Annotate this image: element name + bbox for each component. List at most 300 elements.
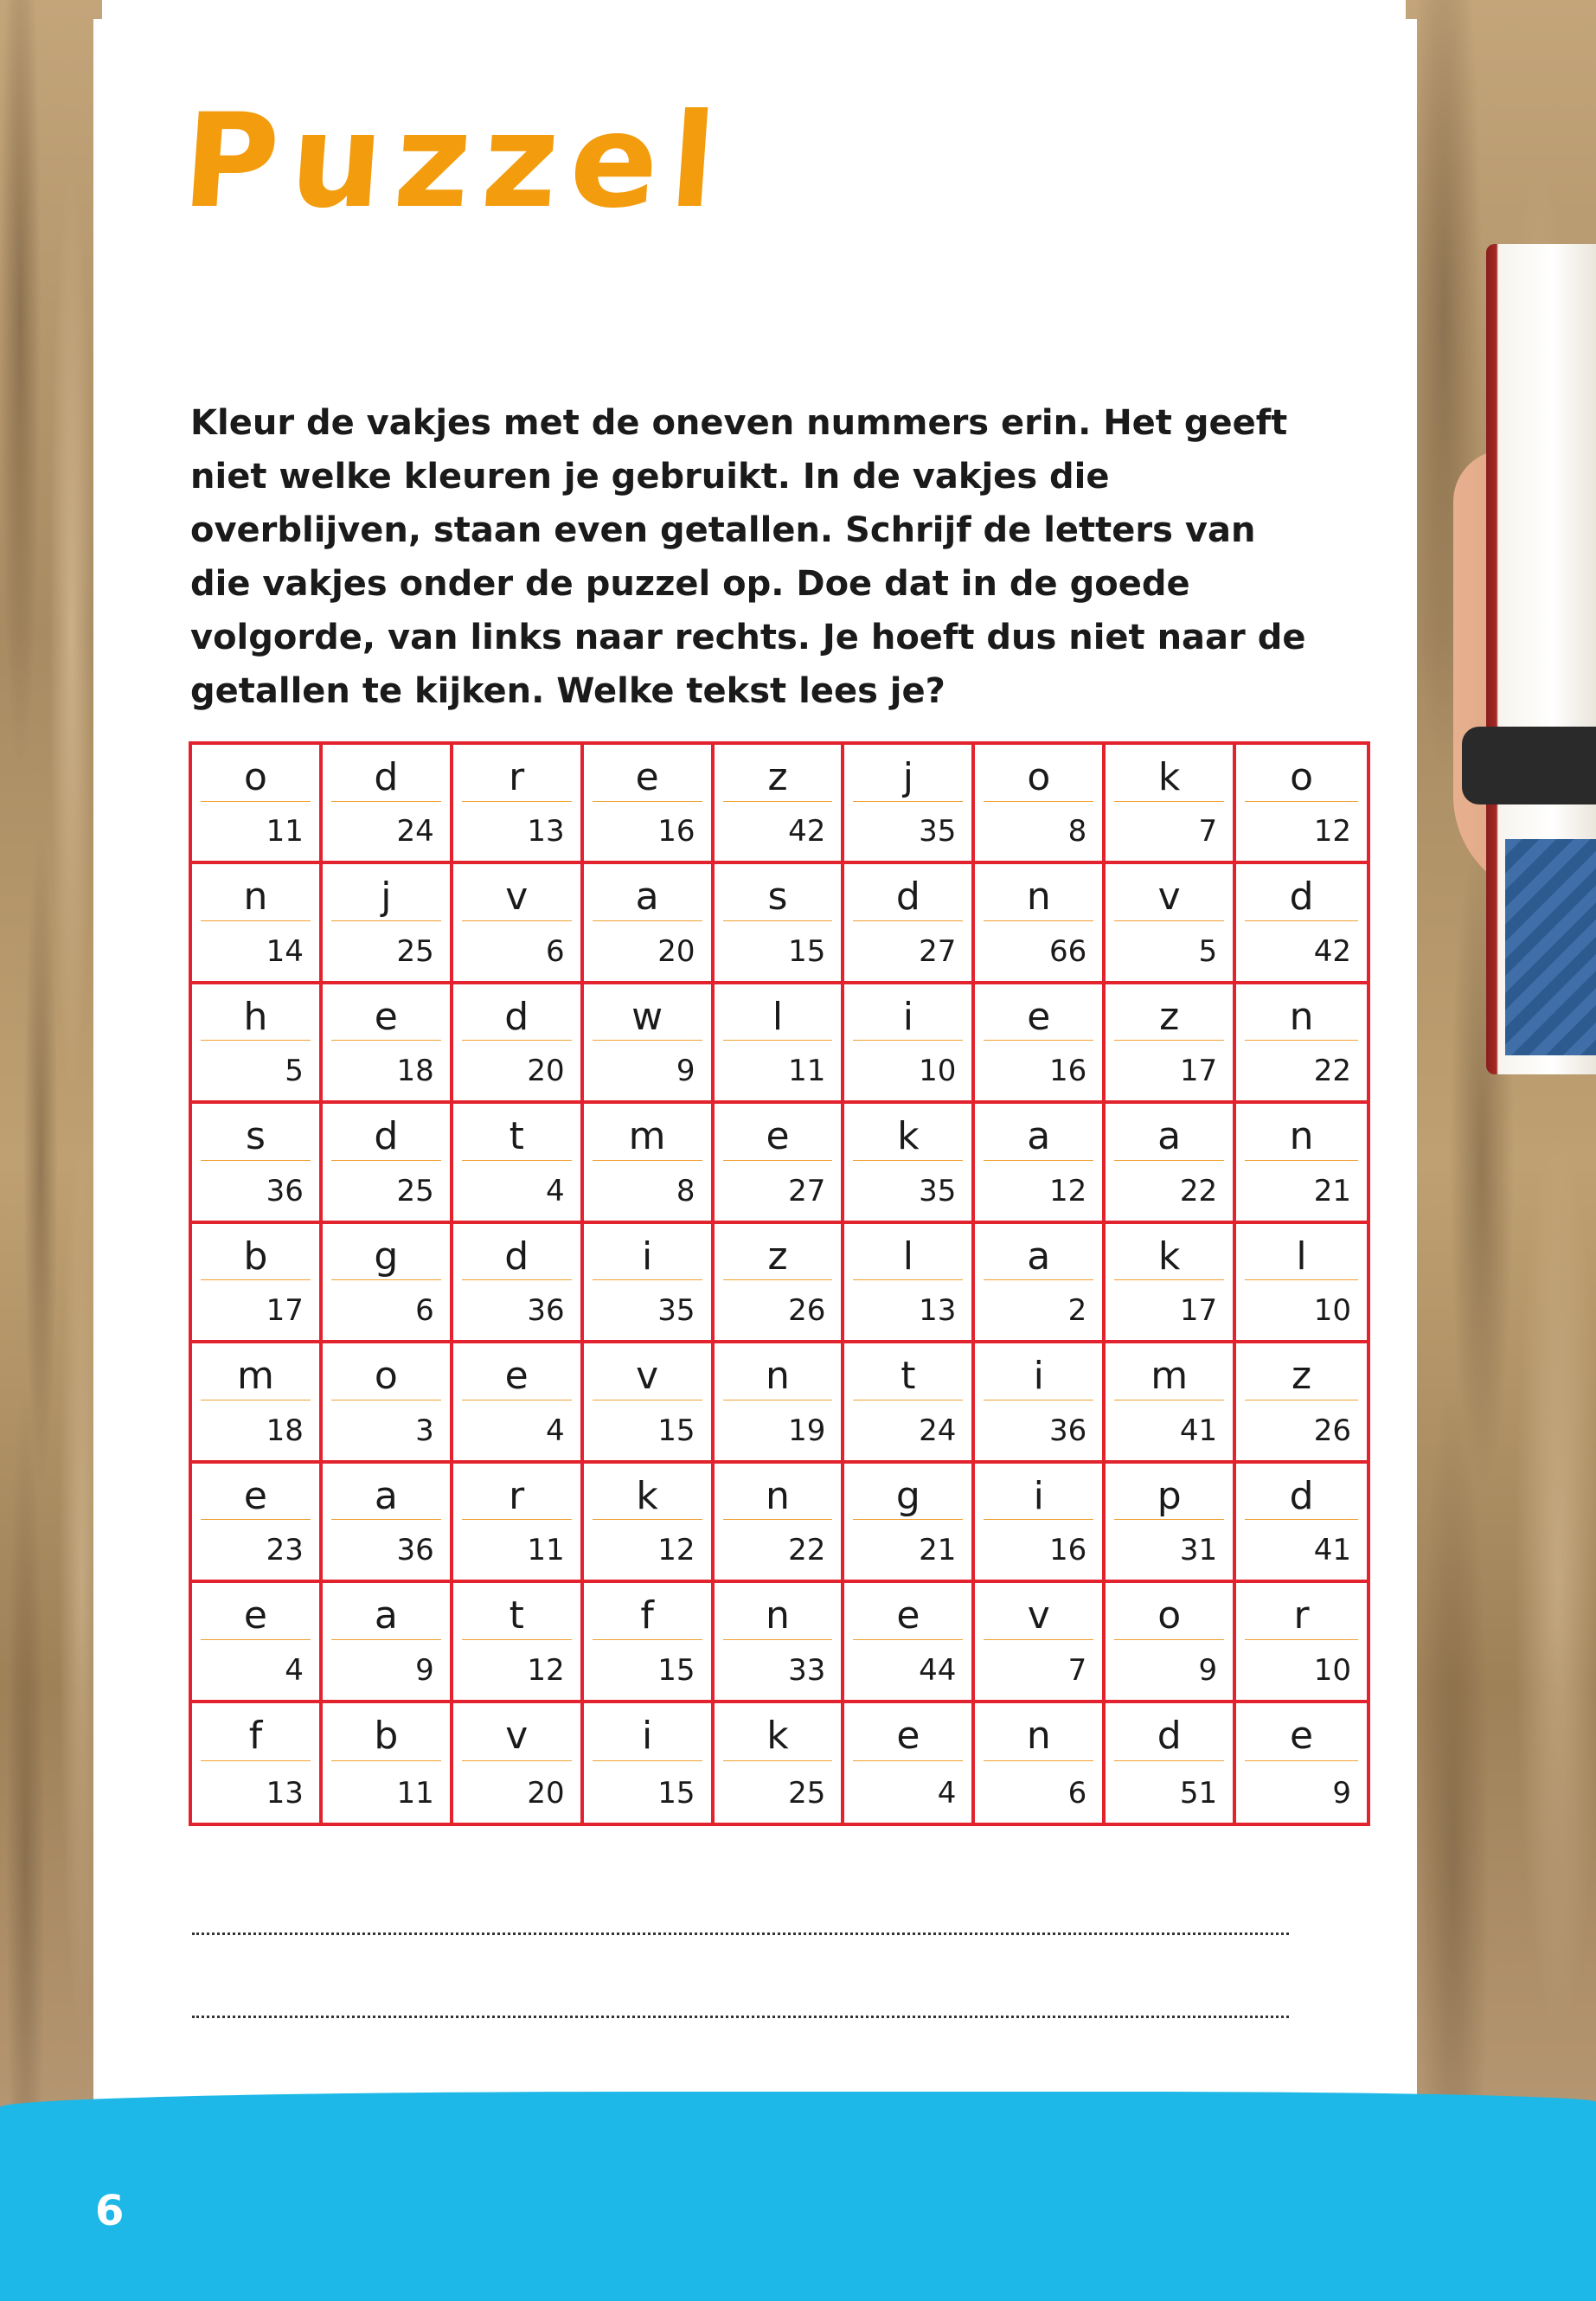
answer-line-1[interactable] (192, 1932, 1289, 1935)
cell-letter: a (1027, 1234, 1051, 1279)
puzzle-cell[interactable] (323, 864, 453, 984)
cell-letter: k (1157, 755, 1181, 799)
cell-letter: n (766, 1593, 790, 1638)
cell-letter: v (636, 1354, 659, 1399)
cell-number: 12 (1313, 814, 1351, 849)
puzzle-cell[interactable] (715, 1703, 845, 1823)
cell-number: 41 (1313, 1533, 1351, 1568)
cell-letter: v (505, 1713, 529, 1758)
cell-divider (984, 1760, 1093, 1761)
cell-number: 7 (1198, 814, 1218, 849)
puzzle-cell[interactable] (323, 745, 453, 864)
cell-divider (331, 1519, 441, 1520)
cell-letter: z (1291, 1354, 1312, 1399)
cell-divider (462, 1760, 572, 1761)
puzzle-cell[interactable] (975, 1703, 1106, 1823)
cell-divider (201, 1160, 311, 1161)
cell-number: 24 (396, 814, 434, 849)
puzzle-cell[interactable] (453, 984, 584, 1104)
cell-divider (1114, 801, 1224, 802)
cell-number: 21 (919, 1533, 957, 1568)
puzzle-cell[interactable] (323, 1583, 453, 1702)
cell-number: 42 (1313, 933, 1351, 969)
cell-letter: v (1027, 1593, 1050, 1638)
cell-number: 18 (396, 1054, 434, 1089)
cell-number: 6 (415, 1293, 434, 1329)
cell-number: 3 (415, 1413, 434, 1448)
cell-divider (1114, 920, 1224, 921)
cell-letter: e (896, 1593, 920, 1638)
cell-number: 13 (266, 1775, 304, 1811)
puzzle-cell[interactable] (844, 984, 975, 1104)
cell-number: 36 (527, 1293, 565, 1329)
puzzle-cell[interactable] (844, 1464, 975, 1583)
puzzle-cell[interactable] (1106, 745, 1236, 864)
cell-letter: k (897, 1114, 920, 1159)
puzzle-cell[interactable] (1236, 984, 1367, 1104)
cell-letter: z (767, 755, 788, 799)
puzzle-cell[interactable] (1236, 1104, 1367, 1223)
cell-number: 35 (919, 1173, 957, 1208)
puzzle-cell[interactable] (975, 984, 1106, 1104)
cell-number: 7 (1067, 1652, 1087, 1688)
cell-letter: a (635, 875, 659, 920)
cell-letter: j (902, 755, 913, 799)
cell-number: 15 (657, 1775, 695, 1811)
puzzle-cell[interactable] (584, 1343, 715, 1463)
cell-divider (201, 1639, 311, 1640)
cell-number: 11 (266, 814, 304, 849)
cell-divider (723, 1519, 833, 1520)
cell-number: 9 (1332, 1775, 1351, 1811)
puzzle-cell[interactable] (323, 1464, 453, 1583)
cell-divider (201, 1760, 311, 1761)
cell-letter: f (248, 1713, 263, 1758)
puzzle-cell[interactable] (715, 745, 845, 864)
puzzle-cell[interactable] (192, 1104, 323, 1223)
cell-number: 4 (285, 1652, 304, 1688)
cell-letter: e (896, 1713, 920, 1758)
cell-divider (462, 1040, 572, 1041)
cell-divider (984, 801, 1093, 802)
cell-letter: w (631, 994, 663, 1039)
cell-letter: e (374, 994, 398, 1039)
cell-number: 5 (1198, 933, 1218, 969)
cell-letter: g (895, 1473, 920, 1518)
puzzle-cell[interactable] (975, 1464, 1106, 1583)
cell-letter: o (1157, 1593, 1182, 1638)
cell-number: 8 (676, 1173, 695, 1208)
cell-letter: k (636, 1473, 658, 1518)
cell-letter: i (1033, 1473, 1044, 1518)
cell-divider (201, 1519, 311, 1520)
cell-divider (593, 1760, 702, 1761)
puzzle-cell[interactable] (1106, 984, 1236, 1104)
cell-number: 12 (1048, 1173, 1087, 1208)
stone-wall-left (0, 0, 102, 2111)
cell-letter: l (902, 1234, 913, 1279)
cell-letter: d (504, 1234, 529, 1279)
puzzle-cell[interactable] (584, 1464, 715, 1583)
cell-divider (201, 801, 311, 802)
cell-divider (984, 1519, 1093, 1520)
cell-letter: e (243, 1593, 267, 1638)
cell-divider (462, 1519, 572, 1520)
puzzle-cell[interactable] (453, 864, 584, 984)
cell-divider (984, 1279, 1093, 1280)
cell-letter: h (243, 994, 268, 1039)
puzzle-cell[interactable] (192, 1224, 323, 1343)
cell-letter: i (1033, 1354, 1044, 1399)
footer-band (0, 2092, 1596, 2301)
cell-divider (593, 920, 702, 921)
cell-letter: e (504, 1354, 529, 1399)
cell-divider (331, 1160, 441, 1161)
cell-number: 27 (788, 1173, 826, 1208)
cell-divider (984, 920, 1093, 921)
cell-letter: j (381, 875, 392, 920)
puzzle-cell[interactable] (1236, 864, 1367, 984)
cell-letter: a (374, 1593, 398, 1638)
puzzle-cell[interactable] (453, 1703, 584, 1823)
puzzle-cell[interactable] (323, 984, 453, 1104)
cell-letter: s (767, 875, 788, 920)
cell-divider (462, 1279, 572, 1280)
cell-divider (1114, 1160, 1224, 1161)
puzzle-cell[interactable] (453, 1104, 584, 1223)
puzzle-cell[interactable] (844, 745, 975, 864)
cell-letter: d (374, 755, 399, 799)
puzzle-cell[interactable] (192, 1703, 323, 1823)
cell-number: 4 (937, 1775, 957, 1811)
puzzle-cell[interactable] (192, 745, 323, 864)
puzzle-cell[interactable] (975, 1104, 1106, 1223)
cell-number: 6 (1067, 1775, 1087, 1811)
puzzle-cell[interactable] (584, 1104, 715, 1223)
puzzle-cell[interactable] (1106, 1703, 1236, 1823)
cell-number: 17 (266, 1293, 304, 1329)
cell-letter: i (641, 1713, 653, 1758)
puzzle-cell[interactable] (584, 984, 715, 1104)
cell-divider (331, 801, 441, 802)
cell-divider (853, 920, 963, 921)
cell-letter: b (374, 1713, 399, 1758)
cell-number: 22 (1179, 1173, 1218, 1208)
puzzle-cell[interactable] (715, 1224, 845, 1343)
puzzle-cell[interactable] (1236, 745, 1367, 864)
puzzle-cell[interactable] (1106, 1343, 1236, 1463)
cell-letter: r (1293, 1593, 1310, 1638)
cell-letter: e (1290, 1713, 1314, 1758)
puzzle-cell[interactable] (844, 1104, 975, 1223)
cell-letter: z (767, 1234, 788, 1279)
puzzle-cell[interactable] (584, 1703, 715, 1823)
cell-divider (723, 1639, 833, 1640)
cell-number: 9 (1198, 1652, 1218, 1688)
sleeve-illustration (1505, 839, 1596, 1055)
puzzle-cell[interactable] (453, 1343, 584, 1463)
cell-number: 4 (546, 1413, 565, 1448)
puzzle-cell[interactable] (844, 1224, 975, 1343)
cell-number: 17 (1179, 1054, 1218, 1089)
cell-number: 19 (788, 1413, 826, 1448)
cell-letter: p (1157, 1473, 1182, 1518)
cell-divider (1114, 1519, 1224, 1520)
cell-number: 13 (527, 814, 565, 849)
cell-divider (853, 1519, 963, 1520)
cell-number: 16 (1048, 1533, 1087, 1568)
cell-letter: t (901, 1354, 916, 1399)
puzzle-cell[interactable] (584, 864, 715, 984)
cell-letter: m (237, 1354, 274, 1399)
cell-number: 21 (1313, 1173, 1351, 1208)
cell-divider (462, 1639, 572, 1640)
cell-divider (723, 1160, 833, 1161)
cell-divider (853, 801, 963, 802)
cell-letter: i (641, 1234, 653, 1279)
puzzle-cell[interactable] (1236, 1464, 1367, 1583)
cell-divider (723, 1279, 833, 1280)
cell-letter: t (509, 1114, 524, 1159)
cell-divider (201, 1040, 311, 1041)
puzzle-cell[interactable] (323, 1343, 453, 1463)
cell-number: 24 (919, 1413, 957, 1448)
cell-number: 22 (1313, 1054, 1351, 1089)
puzzle-cell[interactable] (453, 745, 584, 864)
cell-divider (331, 1279, 441, 1280)
cell-letter: d (1157, 1713, 1182, 1758)
cell-divider (1245, 1040, 1358, 1041)
cell-number: 9 (676, 1054, 695, 1089)
cell-divider (853, 1639, 963, 1640)
cell-number: 42 (788, 814, 826, 849)
cell-letter: v (1157, 875, 1181, 920)
cell-divider (593, 1040, 702, 1041)
cell-number: 2 (1067, 1293, 1087, 1329)
cell-number: 9 (415, 1652, 434, 1688)
puzzle-cell[interactable] (715, 984, 845, 1104)
puzzle-cell[interactable] (1236, 1224, 1367, 1343)
cell-letter: g (374, 1234, 399, 1279)
cell-number: 31 (1179, 1533, 1218, 1568)
cell-letter: n (1026, 1713, 1051, 1758)
puzzle-cell[interactable] (584, 1224, 715, 1343)
cell-letter: o (243, 755, 267, 799)
cell-divider (462, 920, 572, 921)
cell-number: 66 (1048, 933, 1087, 969)
cell-number: 5 (285, 1054, 304, 1089)
puzzle-cell[interactable] (453, 1583, 584, 1702)
puzzle-cell[interactable] (715, 1343, 845, 1463)
cell-divider (462, 1160, 572, 1161)
puzzle-cell[interactable] (323, 1224, 453, 1343)
page-number: 6 (95, 2187, 125, 2235)
puzzle-cell[interactable] (323, 1104, 453, 1223)
cell-divider (723, 801, 833, 802)
cell-letter: z (1159, 994, 1180, 1039)
cell-divider (1114, 1639, 1224, 1640)
puzzle-cell[interactable] (192, 1343, 323, 1463)
cell-letter: a (1157, 1114, 1182, 1159)
cell-letter: e (243, 1473, 267, 1518)
cell-letter: a (1027, 1114, 1051, 1159)
puzzle-cell[interactable] (715, 1104, 845, 1223)
cell-number: 6 (546, 933, 565, 969)
puzzle-cell[interactable] (1106, 864, 1236, 984)
cell-number: 44 (919, 1652, 957, 1688)
cell-divider (331, 1040, 441, 1041)
cell-divider (1245, 1639, 1358, 1640)
puzzle-cell[interactable] (584, 1583, 715, 1702)
cell-letter: k (1157, 1234, 1181, 1279)
puzzle-cell[interactable] (1236, 1343, 1367, 1463)
puzzle-cell[interactable] (192, 1464, 323, 1583)
cell-number: 35 (919, 814, 957, 849)
cell-letter: n (1026, 875, 1051, 920)
cell-number: 12 (527, 1652, 565, 1688)
cell-letter: s (245, 1114, 266, 1159)
cell-divider (723, 920, 833, 921)
cell-number: 33 (788, 1652, 826, 1688)
puzzle-cell[interactable] (975, 1343, 1106, 1463)
cell-letter: d (504, 994, 529, 1039)
cell-number: 20 (527, 1775, 565, 1811)
cell-letter: d (895, 875, 920, 920)
cell-divider (1114, 1040, 1224, 1041)
cell-number: 41 (1179, 1413, 1218, 1448)
cell-number: 13 (919, 1293, 957, 1329)
cell-letter: l (1296, 1234, 1307, 1279)
puzzle-cell[interactable] (584, 745, 715, 864)
wristwatch-illustration (1462, 727, 1596, 804)
cell-divider (1245, 1160, 1358, 1161)
cell-letter: f (640, 1593, 654, 1638)
cell-number: 22 (788, 1533, 826, 1568)
cell-letter: k (766, 1713, 789, 1758)
cell-number: 23 (266, 1533, 304, 1568)
puzzle-cell[interactable] (844, 1583, 975, 1702)
cell-letter: a (374, 1473, 398, 1518)
cell-divider (1245, 801, 1358, 802)
cell-letter: o (1027, 755, 1051, 799)
cell-divider (201, 920, 311, 921)
cell-divider (593, 1519, 702, 1520)
cell-divider (331, 1760, 441, 1761)
cell-letter: d (374, 1114, 399, 1159)
puzzle-cell[interactable] (715, 1583, 845, 1702)
cell-number: 36 (1048, 1413, 1087, 1448)
cell-number: 17 (1179, 1293, 1218, 1329)
cell-number: 15 (788, 933, 826, 969)
puzzle-cell[interactable] (192, 1583, 323, 1702)
cell-number: 10 (919, 1054, 957, 1089)
puzzle-cell[interactable] (975, 745, 1106, 864)
cell-letter: m (1151, 1354, 1189, 1399)
cell-divider (1245, 1279, 1358, 1280)
puzzle-cell[interactable] (1236, 1703, 1367, 1823)
cell-divider (984, 1040, 1093, 1041)
cell-number: 8 (1067, 814, 1087, 849)
cell-letter: r (509, 755, 525, 799)
puzzle-cell[interactable] (453, 1224, 584, 1343)
cell-number: 25 (396, 1173, 434, 1208)
cell-number: 26 (788, 1293, 826, 1329)
cell-letter: b (243, 1234, 268, 1279)
page-title: Puzzel (177, 87, 733, 237)
puzzle-cell[interactable] (453, 1464, 584, 1583)
cell-divider (593, 1279, 702, 1280)
puzzle-cell[interactable] (1106, 1104, 1236, 1223)
cell-number: 15 (657, 1413, 695, 1448)
cell-divider (593, 1160, 702, 1161)
cell-divider (723, 1040, 833, 1041)
puzzle-cell[interactable] (844, 1703, 975, 1823)
cell-divider (462, 801, 572, 802)
puzzle-cell[interactable] (1106, 1464, 1236, 1583)
cell-divider (593, 801, 702, 802)
cell-divider (853, 1160, 963, 1161)
puzzle-cell[interactable] (1106, 1224, 1236, 1343)
cell-letter: n (766, 1473, 790, 1518)
cell-number: 20 (527, 1054, 565, 1089)
puzzle-cell[interactable] (975, 864, 1106, 984)
puzzle-grid (189, 741, 1370, 1826)
cell-number: 10 (1313, 1293, 1351, 1329)
cell-divider (853, 1760, 963, 1761)
cell-number: 12 (657, 1533, 695, 1568)
puzzle-cell[interactable] (844, 864, 975, 984)
puzzle-cell[interactable] (1236, 1583, 1367, 1702)
puzzle-cell[interactable] (715, 1464, 845, 1583)
cell-letter: e (1027, 994, 1051, 1039)
cell-letter: e (635, 755, 659, 799)
cell-divider (853, 1279, 963, 1280)
cell-number: 51 (1179, 1775, 1218, 1811)
cell-number: 4 (546, 1173, 565, 1208)
cell-letter: d (1289, 875, 1314, 920)
cell-number: 11 (527, 1533, 565, 1568)
cell-letter: o (1290, 755, 1313, 799)
cell-number: 25 (788, 1775, 826, 1811)
cell-number: 36 (396, 1533, 434, 1568)
puzzle-cell[interactable] (192, 864, 323, 984)
cell-divider (1245, 1519, 1358, 1520)
puzzle-cell[interactable] (975, 1224, 1106, 1343)
answer-line-2[interactable] (192, 2016, 1289, 2018)
cell-letter: l (772, 994, 784, 1039)
cell-letter: m (628, 1114, 666, 1159)
cell-number: 10 (1313, 1652, 1351, 1688)
cell-divider (853, 1040, 963, 1041)
puzzle-cell[interactable] (1106, 1583, 1236, 1702)
cell-number: 14 (266, 933, 304, 969)
puzzle-cell[interactable] (323, 1703, 453, 1823)
cell-number: 25 (396, 933, 434, 969)
cell-divider (1114, 1760, 1224, 1761)
puzzle-cell[interactable] (192, 984, 323, 1104)
cell-letter: r (509, 1473, 525, 1518)
cell-divider (201, 1279, 311, 1280)
cell-divider (984, 1639, 1093, 1640)
puzzle-cell[interactable] (715, 864, 845, 984)
cell-divider (1245, 1760, 1358, 1761)
puzzle-cell[interactable] (844, 1343, 975, 1463)
cell-letter: v (505, 875, 529, 920)
cell-letter: n (766, 1354, 790, 1399)
cell-divider (1114, 1279, 1224, 1280)
puzzle-cell[interactable] (975, 1583, 1106, 1702)
instructions-text: Kleur de vakjes met de oneven nummers erin. Het geeft niet welke kleuren je gebruikt. In de vakjes die overblijven, staan even getallen. Schrijf de letters van die vakjes onder de puzzel op. Doe dat in de goede volgorde, van links naar rechts. Je hoeft dus niet naar de getallen te kijken. Welke tekst lees je? (190, 403, 1306, 711)
